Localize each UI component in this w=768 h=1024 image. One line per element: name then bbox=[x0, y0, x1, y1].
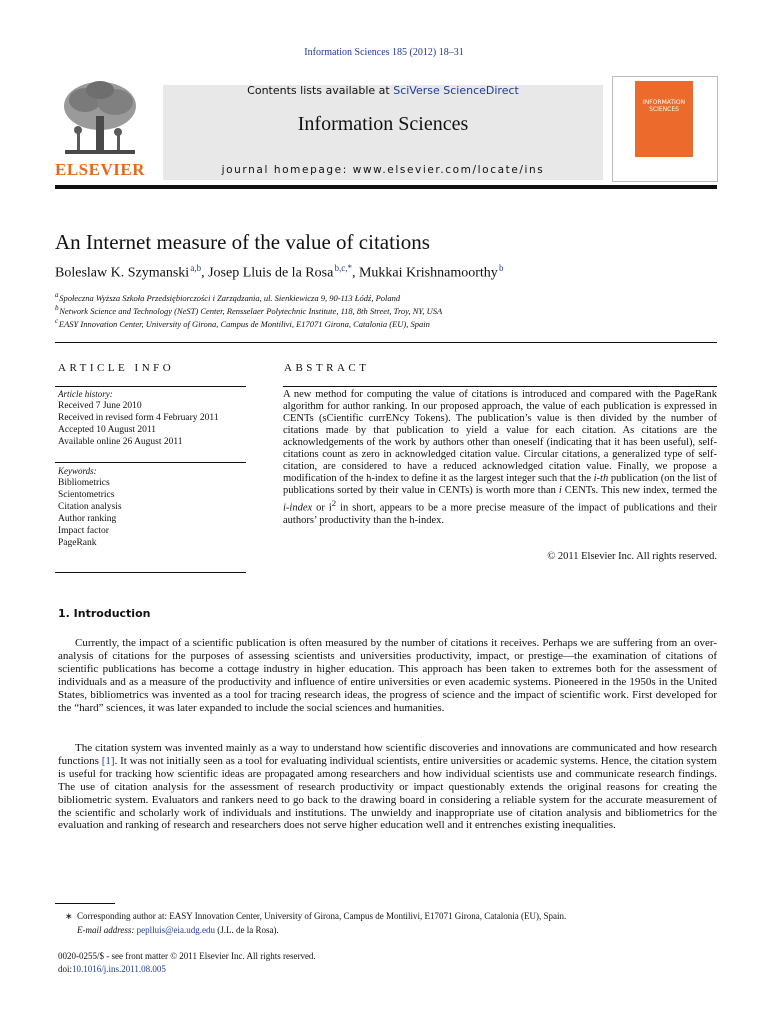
keywords-label: Keywords: bbox=[58, 466, 97, 476]
corresponding-author-note: ∗ Corresponding author at: EASY Innovation Center, University of Girona, Campus de Montilivi, E17071 Girona, Catalonia (EU), Spain. bbox=[65, 911, 567, 921]
email-label: E-mail address: bbox=[77, 925, 135, 935]
author-affil-mark[interactable]: b,c,* bbox=[334, 263, 352, 273]
footnote-rule bbox=[55, 903, 115, 904]
header-rule bbox=[55, 185, 717, 189]
section-heading: 1. Introduction bbox=[58, 607, 151, 620]
author-affil-mark[interactable]: a,b bbox=[190, 263, 202, 273]
affiliation-text: Network Science and Technology (NeST) Center, Rensselaer Polytechnic Institute, 118, 8th Street, Troy, NY, USA bbox=[59, 305, 443, 316]
abstract-iindex: i-index bbox=[283, 502, 313, 514]
front-matter-line: 0020-0255/$ - see front matter © 2011 Elsevier Inc. All rights reserved. bbox=[58, 951, 316, 961]
journal-cover-thumbnail bbox=[612, 76, 718, 182]
keyword: Scientometrics bbox=[58, 490, 115, 500]
history-label: Article history: bbox=[58, 389, 113, 399]
abstract-segment: publication (on the list of publications sorted by their value in CENTs) is worth more than bbox=[283, 473, 718, 496]
abstract-copyright: © 2011 Elsevier Inc. All rights reserved. bbox=[547, 551, 717, 562]
affiliation bbox=[55, 317, 430, 329]
corresponding-text: Corresponding author at: EASY Innovation Center, University of Girona, Campus de Montilivi, E17071 Girona, Catalonia (EU), Spain. bbox=[77, 911, 567, 921]
keyword: Impact factor bbox=[58, 526, 109, 536]
journal-citation-link[interactable]: Information Sciences 185 (2012) 18–31 bbox=[304, 47, 464, 58]
doi-link[interactable]: 10.1016/j.ins.2011.08.005 bbox=[72, 964, 166, 974]
paper-title: An Internet measure of the value of citations bbox=[55, 230, 430, 254]
affiliation bbox=[55, 291, 400, 303]
article-info-heading: ARTICLE INFO bbox=[58, 362, 175, 374]
author-affil-mark[interactable]: b bbox=[498, 263, 504, 273]
affiliation-text: EASY Innovation Center, University of Girona, Campus de Montilivi, E17071 Girona, Catalonia (EU), Spain bbox=[58, 318, 430, 329]
keyword: PageRank bbox=[58, 538, 97, 548]
history-item: Received in revised form 4 February 2011 bbox=[58, 413, 219, 423]
article-info-rule bbox=[55, 386, 246, 387]
journal-citation bbox=[0, 47, 768, 58]
section-rule bbox=[55, 342, 717, 343]
article-info-rule bbox=[55, 462, 246, 463]
author-list: Boleslaw K. Szymanski $^{a,b}$, Josep Lluis de la Rosa $^{b,c,*}$, Mukkai Krishnamoorthy $^b$ bbox=[55, 263, 504, 281]
author-name: Boleslaw K. Szymanski bbox=[55, 265, 190, 281]
paragraph-segment: The citation system was invented mainly as a way to understand how scientific discoveries and innovations are communicated and how research functions bbox=[58, 742, 717, 767]
abstract-text bbox=[283, 389, 717, 527]
history-item: Available online 26 August 2011 bbox=[58, 437, 183, 447]
affiliation-mark: a bbox=[55, 291, 59, 299]
journal-name: Information Sciences bbox=[297, 113, 469, 135]
affiliation-text: Społeczna Wyższa Szkoła Przedsiębiorczości i Zarządzania, ul. Sienkiewicza 9, 90-113 Łódź, Poland bbox=[59, 292, 401, 303]
abstract-rule bbox=[283, 386, 717, 387]
author-name: Mukkai Krishnamoorthy bbox=[358, 265, 498, 281]
body-paragraph bbox=[58, 742, 717, 832]
email-link[interactable]: peplluis@eia.udg.edu bbox=[136, 925, 215, 935]
keyword: Citation analysis bbox=[58, 502, 122, 512]
abstract-sup: 2 bbox=[331, 498, 337, 508]
abstract-i: i bbox=[558, 485, 562, 496]
publisher-name: ELSEVIER bbox=[55, 160, 145, 179]
doi-prefix: doi: bbox=[58, 964, 73, 974]
abstract-segment: or i bbox=[312, 502, 332, 514]
history-item: Received 7 June 2010 bbox=[58, 401, 142, 411]
reference-link[interactable]: [1] bbox=[101, 754, 115, 767]
body-paragraph: Currently, the impact of a scientific publication is often measured by the number of citations it receives. Perhaps we are suffering from an over-analysis of citations for the purposes of assessing scientists and universities productivity, impact, or prestige—the examination of citations of scientific publications has become a cottage industry in higher education. This approach has been taken to extremes both for the assessment of individuals and as a measure of the productivity and influence of entire universities or even academic systems. Pioneered in the 1950s in the United States, bibliometrics was invented as a tool for tracing research ideas, the progress of science and the impact of scientific work. First developed for the “hard” sciences, it was later expanded to include the social sciences and humanities. bbox=[58, 637, 717, 714]
journal-homepage[interactable]: journal homepage: www.elsevier.com/locate/ins bbox=[221, 164, 545, 176]
email-name: (J.L. de la Rosa). bbox=[214, 925, 279, 935]
contents-line bbox=[163, 84, 603, 97]
doi-line bbox=[58, 964, 166, 974]
affiliation bbox=[55, 304, 442, 316]
contents-prefix: Contents lists available at bbox=[247, 84, 394, 97]
affiliation-mark: b bbox=[55, 304, 59, 312]
sciencedirect-link[interactable]: SciVerse ScienceDirect bbox=[393, 84, 519, 97]
abstract-segment: CENTs. This new index, termed the bbox=[561, 485, 717, 496]
article-info-rule bbox=[55, 572, 246, 573]
keyword: Bibliometrics bbox=[58, 478, 110, 488]
keyword: Author ranking bbox=[58, 514, 117, 524]
history-item: Accepted 10 August 2011 bbox=[58, 425, 157, 435]
abstract-segment: in short, appears to be a more precise measure of the impact of publications and their authors’ productivity than the h-index. bbox=[283, 502, 717, 526]
paragraph-segment: . It was not initially seen as a tool for evaluating individual scientists, entire universities or academic systems. Hence, the citation system is useful for tracking how scientific ideas are propagated among researchers and how individual scientists use and communicate research findings. The use of citation analysis for the assessment of research productivity or impact questionably extends the original reasons for creating the bibliometric system. Evaluators and rankers need to go back to the drawing board in considering a reliable system for the accurate measurement of the scientific and scholarly work of individuals and institutions. The unwieldy and inappropriate use of citation analysis and bibliometrics for the evaluation and ranking of research and researchers does not serve higher education well and it entrenches existing inequalities. bbox=[58, 754, 717, 832]
abstract-ith: i-th bbox=[593, 473, 609, 484]
affiliation-mark: c bbox=[55, 317, 59, 325]
abstract-segment: A new method for computing the value of citations is introduced and compared with the PageRank algorithm for author ranking. In our proposed approach, the value of each publication is expressed in CENTs (sCientific currENcy Tokens). The publication’s value is then divided by the number of citations made by that publication to yield a value for each citation. As citations are the acknowledgements of the work by authors other than oneself (indicating that it has been useful), self-citations count as zero in acknowledged citation value. Circular citations, a generalized type of self-citation, are considered to have a reduced acknowledged citation value. Finally, we propose a modification of the h-index to define it as the largest integer such that the bbox=[283, 389, 717, 484]
abstract-heading: ABSTRACT bbox=[284, 362, 370, 374]
cover-title: INFORMATION SCIENCES bbox=[642, 99, 686, 113]
cover-image bbox=[635, 81, 693, 157]
email-note bbox=[77, 925, 279, 935]
author-name: Josep Lluis de la Rosa bbox=[208, 265, 334, 281]
